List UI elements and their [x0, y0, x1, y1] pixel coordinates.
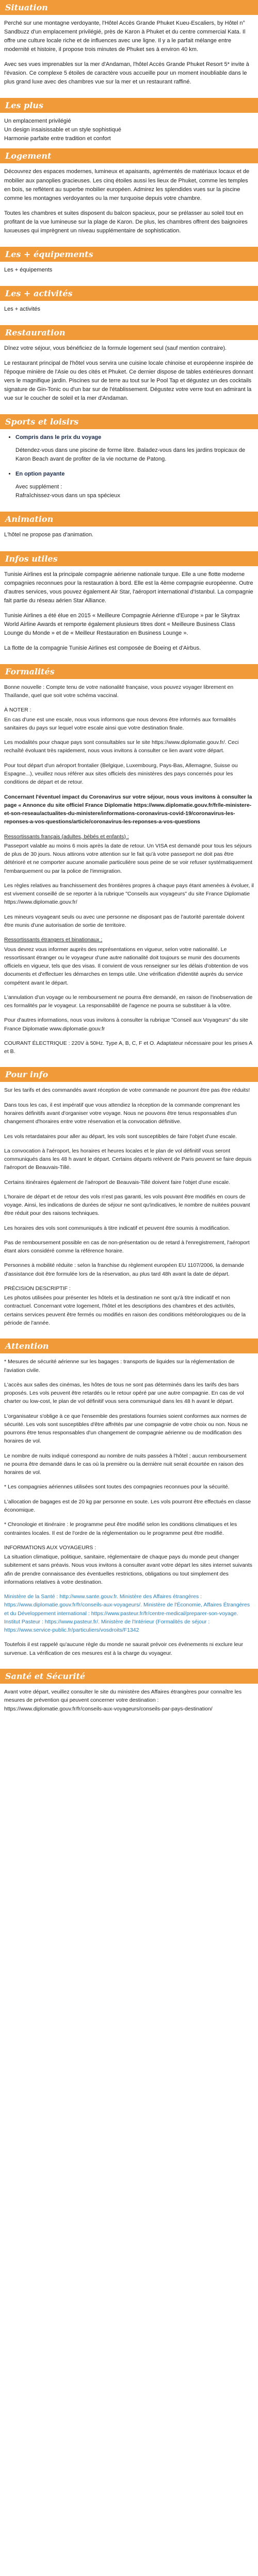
plus-header: Les plus [0, 98, 258, 113]
formalites-paragraph-11: Pour d'autres informations, nous vous invitons à consulter la rubrique "Conseil aux Voyageurs" du site France Diplomatie www.diplomatie.gouv.fr [4, 1017, 248, 1032]
animation-text: L'hôtel ne propose pas d'animation. [4, 532, 93, 538]
pourinfo-paragraph-10: Les photos utilisées pour présenter les hôtels et la destination ne sont qu'à titre indicatif et non contractuel. Concernant votre logement, l'hôtel et les descriptions des chambres et des activités, certains services peuvent être fermés ou modifiés en raison des conditions météorologiques ou de la période de l'année. [4, 1295, 246, 1327]
plus-item: Un design insaisissable et un style sophistiqué [4, 127, 121, 133]
infos-paragraph-3: La flotte de la compagnie Tunisie Airlines est composée de Boeing et d'Airbus. [4, 645, 201, 651]
sports-item-included-title: Compris dans le prix du voyage [15, 434, 102, 441]
activites-header: Les + activités [0, 286, 258, 301]
formalites-paragraph-10: L'annulation d'un voyage ou le remboursement ne pourra être demandé, en raison de l'inobservation de ces formalités par le voyageur. La responsabilité de l'agence ne pourra se substituer à la vôtre. [4, 994, 253, 1009]
activites-text: Les + activités [4, 306, 41, 312]
formalites-currency: COURANT ÉLECTRIQUE : 220V à 50Hz. Type A, B, C, F et O. Adaptateur nécessaire pour les prises A et B. [4, 1040, 252, 1055]
pourinfo-header: Pour info [0, 1067, 258, 1082]
attention-section [0, 1338, 258, 1669]
sports-item-included-text: Détendez-vous dans une piscine de forme libre. Baladez-vous dans les jardins tropicaux de Karon Beach avant de profiter de la vie nocturne de Patong. [15, 447, 246, 463]
plus-item: Un emplacement privilégié [4, 118, 71, 125]
pourinfo-paragraph-1: Sur les tarifs et des commandés avant réception de votre commande ne pourront être pas être réduits! [4, 1087, 250, 1094]
restauration-paragraph-2: Le restaurant principal de l'hôtel vous servira une cuisine locale chinoise et européenne inspirée de l'époque minière de l'Asie ou des cités et Phuket. Ce dernier dispose de tables extérieures donnant vers le magnifique jardin. Piscines sur de terre au tout sur le Pool Tap et dégustez un des cocktails signature de Gin-Tonic ou d'un bar sur de l'établissement. Dégustez votre verre tout en admirant la vue sur le coucher de soleil et la mer d'Andaman. [4, 360, 253, 402]
infos-paragraph-1: Tunisie Airlines est la principale compagnie aérienne nationale turque. Elle a une flotte moderne compagnies reconnues pour la restauration à bord. Elle est la 4ème compagnie européenne. Outre d'autres services, vous pouvez également Air Star, l'aéroport international d'Istanbul. La compagnie fait partie du réseau aérien Star Alliance. [4, 571, 253, 604]
pourinfo-paragraph-5: Certains itinéraires également de l'aéroport de Beauvais-Tillé doivent faire l'objet d'une escale. [4, 1179, 231, 1185]
pourinfo-paragraph-7: Les horaires des vols sont communiqués à titre indicatif et peuvent être soumis à modification. [4, 1225, 230, 1231]
restauration-section [0, 325, 258, 414]
formalites-paragraph-6: Passeport valable au moins 6 mois après la date de retour. Un VISA est demandé pour tous les séjours de plus de 30 jours. Nous attirons votre attention sur le fait qu'à votre passeport ne doit pas être détérioré et ne comporter aucune anomalie particulière sous peine de se voir refuser systématiquement l'embarquement ou par la police de l'immigration. [4, 842, 252, 874]
restauration-header: Restauration [0, 325, 258, 340]
logement-paragraph-1: Découvrez des espaces modernes, lumineux et apaisants, agrémentés de matériaux locaux et de mobilier aux panoplies gracieuses. Les cinq étoiles aussi les lieux de Phuket, comme les temples en bois, se reflètent au superbe mobilier européen. Admirez les splendides vues sur la piscine comme les montagnes verdoyantes ou la mer turquoise depuis votre chambre. [4, 168, 250, 201]
formalites-paragraph-7: Les règles relatives au franchissement des frontières propres à chaque pays étant amenées à évoluer, il est vivement conseillé de se reporter à la rubrique "Conseils aux voyageurs" du site France Diplomatie https://www.diplomatie.gouv.fr/ [4, 882, 254, 906]
pourinfo-paragraph-2: Dans tous les cas, il est impératif que vous attendiez la réception de la commande comprenant les horaires définitifs avant d'organiser votre voyage. Nous ne pouvons être tenus responsables d'un changement d'horaires entre votre réservation et la convocation définitive. [4, 1101, 240, 1125]
pourinfo-precision-title: PRÉCISION DESCRIPTIF : [4, 1285, 71, 1292]
sante-paragraph-1: Avant votre départ, veuillez consulter le site du ministère des Affaires étrangères pour connaître les mesures de prévention qui peuvent concerner votre destination : https://www.diplomatie.gouv.fr/fr/conseils-aux-voyageurs/conseils-par-pays-destination/ [4, 1688, 242, 1712]
formalites-paragraph-9: Vous devrez vous informer auprès des représentations en vigueur, selon votre nationalité. Le ressortissant étranger ou le voyageur d'une autre nationalité doit toujours se munir des documents officiels en vigueur, tels que des visas. Il convient de vous renseigner sur les délais d'obtention de vos documents et d'effectuer les démarches en temps utile. Une vérification d'identité auprès du service compétent avant le départ. [4, 946, 248, 986]
logement-section [0, 148, 258, 246]
attention-paragraph-5: * Les compagnies aériennes utilisées sont toutes des compagnies reconnues pour la sécurité. [4, 1484, 230, 1490]
pourinfo-section [0, 1067, 258, 1338]
attention-info-title: INFORMATIONS AUX VOYAGEURS : [4, 1544, 96, 1551]
sante-section [0, 1669, 258, 1724]
pourinfo-paragraph-9: Personnes à mobilité réduite : selon la franchise du règlement européen EU 1107/2006, la demande d'assistance doit être formulée lors de la réservation, au plus tard 48h avant la date de départ. [4, 1262, 245, 1277]
sports-item-paid-title: En option payante [15, 471, 65, 478]
activites-section [0, 286, 258, 325]
logement-header: Logement [0, 148, 258, 163]
attention-paragraph-2: L'accès aux salles des cinémas, les hôtes de tous ne sont pas déterminés dans les tarifs des bars proposés. Les vols peuvent être retardés ou le retour opéré par une autre compagnie. En cas de vol charter ou low-cost, le plan de vol définitif vous sera communiqué dans les 48 h avant le départ. [4, 1381, 244, 1405]
attention-paragraph-1: * Mesures de sécurité aérienne sur les bagages : transports de liquides sur la réglementation de l'aviation civile. [4, 1359, 235, 1374]
logement-paragraph-2: Toutes les chambres et suites disposent du balcon spacieux, pour se prélasser au soleil tout en profitant de la vue lumineuse sur la plage de Karon. De plus, les chambres offrent des baignoires luxueuses qui imprègnent un niveau supplémentaire de sophistication. [4, 210, 248, 234]
sports-list [4, 433, 254, 500]
sante-header: Santé et Sécurité [0, 1669, 258, 1684]
formalites-passports-title: Ressortissants français (adultes, bébés et enfants) : [4, 833, 129, 840]
formalites-caution: À NOTER : [4, 707, 31, 714]
formalites-paragraph-2: En cas d'une est une escale, nous vous informons que nous devons être informés aux formalités sanitaires du pays sur lequel votre escale ainsi que votre destination finale. [4, 716, 236, 731]
infos-header: Infos utiles [0, 551, 258, 566]
situation-paragraph-2: Avec ses vues imprenables sur la mer d'Andaman, l'hôtel Accès Grande Phuket Resort 5* invite à l'évasion. Ce complexe 5 étoiles de caractère vous accueille pour un moment inoubliable dans le plus grand luxe avec des chambres vue sur la mer et un restaurant raffiné. [4, 61, 249, 86]
formalites-paragraph-1: Bonne nouvelle : Compte tenu de votre nationalité française, vous pouvez voyager librement en Thaïlande, quel que soit votre schéma vaccinal. [4, 684, 234, 699]
equipements-section [0, 247, 258, 286]
attention-paragraph-10: Toutefois il est rappelé qu'aucune règle du monde ne saurait prévoir ces événements ni exclure leur survenue. La vérification de ces mesures est à la charge du voyageur. [4, 1641, 244, 1656]
attention-paragraph-4: Le nombre de nuits indiqué correspond au nombre de nuits passées à l'hôtel ; aucun remboursement ne pourra être demandé dans le cas où la première ou la dernière nuit serait écourtée en raison des horaires de vol. [4, 1452, 247, 1476]
infos-section [0, 551, 258, 664]
sports-section [0, 414, 258, 512]
formalites-paragraph-3: Les modalités pour chaque pays sont consultables sur le site https://www.diplomatie.gouv.fr/. Ceci rechaîté évoluant très rapidement, nous vous invitons à consulter ce lien avant votre départ. [4, 739, 239, 754]
pourinfo-paragraph-8: Pas de remboursement possible en cas de non-présentation ou de retard à l'enregistrement, l'aéroport étant alors considéré comme la référence horaire. [4, 1239, 250, 1255]
plus-section [0, 98, 258, 148]
formalites-paragraph-5: Concernant l'éventuel impact du Coronavirus sur votre séjour, nous vous invitons à consulter la page « Annonce du site officiel France Diplomatie https://www.diplomatie.gouv.fr/fr/le-ministere-et-son-reseau/actualites-du-ministere/informations-coronavirus-covid-19/coronavirus-les-reponses-a-vos-questions/article/coronavirus-les-reponses-a-vos-questions [4, 793, 252, 825]
formalites-others-title: Ressortissants étrangers et binationaux : [4, 937, 103, 943]
sports-item-paid-text: Avec supplément : Rafraîchissez-vous dans un spa spécieux [15, 484, 120, 499]
attention-links-paragraph[interactable]: Ministère de la Santé : http://www.sante.gouv.fr. Ministère des Affaires étrangères : https://www.diplomatie.gouv.fr/fr/conseils-aux-voyageurs/. Ministère de l'Économie, Affaires Étrangères et du Développement international : https://www.pasteur.fr/fr/centre-medical/preparer-son-voyage. Institut Pasteur : https://www.pasteur.fr/. Ministère de l'Intérieur (Formalités de séjour : https://www.service-public.fr/particuliers/vosdroits/F1342 [4, 1594, 250, 1634]
sports-item-paid [15, 470, 254, 500]
situation-header: Situation [0, 0, 258, 15]
formalites-paragraph-4: Pour tout départ d'un aéroport frontalier (Belgique, Luxembourg, Pays-Bas, Allemagne, Suisse ou Espagne...), veuillez nous référer aux sites officiels des ministères des pays concernés pour les conditions de départ et de retour. [4, 762, 238, 786]
formalites-paragraph-8: Les mineurs voyageant seuls ou avec une personne ne disposant pas de l'autorité parentale doivent être munis d'une autorisation de sortie de territoire. [4, 913, 245, 928]
animation-header: Animation [0, 512, 258, 527]
sports-item-included [15, 433, 254, 464]
attention-paragraph-7: * Chronologie et itinéraire : le programme peut être modifié selon les conditions climatiques et les contraintes locales. Il est de l'ordre de la réglementation ou le programme peut être modifié. [4, 1521, 237, 1536]
infos-paragraph-2: Tunisie Airlines a été élue en 2015 « Meilleure Compagnie Aérienne d'Europe » par le Skytrax World Airline Awards et remporte également plusieurs titres dont « Meilleure Business Class Lounge du Monde » et de « Meilleur Restauration en Business Lounge ». [4, 612, 240, 636]
attention-paragraph-8: La situation climatique, politique, sanitaire, réglementaire de chaque pays du monde peut changer subitement et sans préavis. Nous vous invitons à consulter avant votre départ les sites internet suivants afin de prendre connaissance des éventuelles restrictions, obligations ou tout simplement des informations relatives à votre destination. [4, 1554, 252, 1585]
sports-header: Sports et loisirs [0, 414, 258, 429]
equipements-header: Les + équipements [0, 247, 258, 262]
situation-paragraph-1: Perché sur une montagne verdoyante, l'Hôtel Accès Grande Phuket Kueu-Escaliers, by Hôtel n° Sandbuzz d'un emplacement privilégié, près de Karon à Phuket et du centre commercial Kata. Il offre une culture locale riche et de influences avec une ligne. Il y a le parfait mélange entre modernité et histoire, il propose trois minutes de Phuket ses à environ 40 km. [4, 20, 246, 53]
equipements-text: Les + équipements [4, 266, 53, 273]
animation-section [0, 512, 258, 551]
attention-header: Attention [0, 1338, 258, 1353]
formalites-section [0, 664, 258, 1067]
attention-paragraph-3: L'organisateur s'oblige à ce que l'ensemble des prestations fournies soient conformes aux normes de sécurité. Les vols sont susceptibles d'être affrétés par une compagnie de votre choix ou non. Nous ne pourrons être tenus responsables d'un changement de compagnie aérienne ou de modification des horaires de vol. [4, 1413, 248, 1445]
pourinfo-paragraph-6: L'horaire de départ et de retour des vols n'est pas garanti, les vols pouvant être modifiés en cours de voyage. Ainsi, les indications de durées de séjour ne sont qu'indicatives, le nombre de nuitées pouvant être réduit pour des raisons techniques. [4, 1193, 250, 1217]
attention-paragraph-6: L'allocation de bagages est de 20 kg par personne en soute. Les vols pourront être effectués en classe économique. [4, 1498, 251, 1513]
situation-section [0, 0, 258, 98]
restauration-paragraph-1: Dînez votre séjour, vous bénéficiez de la formule logement seul (sauf mention contraire). [4, 345, 227, 351]
pourinfo-paragraph-3: Les vols retardataires pour aller au départ, les vols sont susceptibles de faire l'objet d'une escale. [4, 1133, 237, 1140]
formalites-header: Formalités [0, 664, 258, 679]
plus-item: Harmonie parfaite entre tradition et confort [4, 135, 111, 142]
pourinfo-paragraph-4: La convocation à l'aéroport, les horaires et heures locales et le plan de vol définitif vous seront communiqués dans les 48 h avant le départ. Certains départs relèvent de Paris peuvent se faire depuis l'aéroport de Beauvais-Tillé. [4, 1147, 252, 1171]
